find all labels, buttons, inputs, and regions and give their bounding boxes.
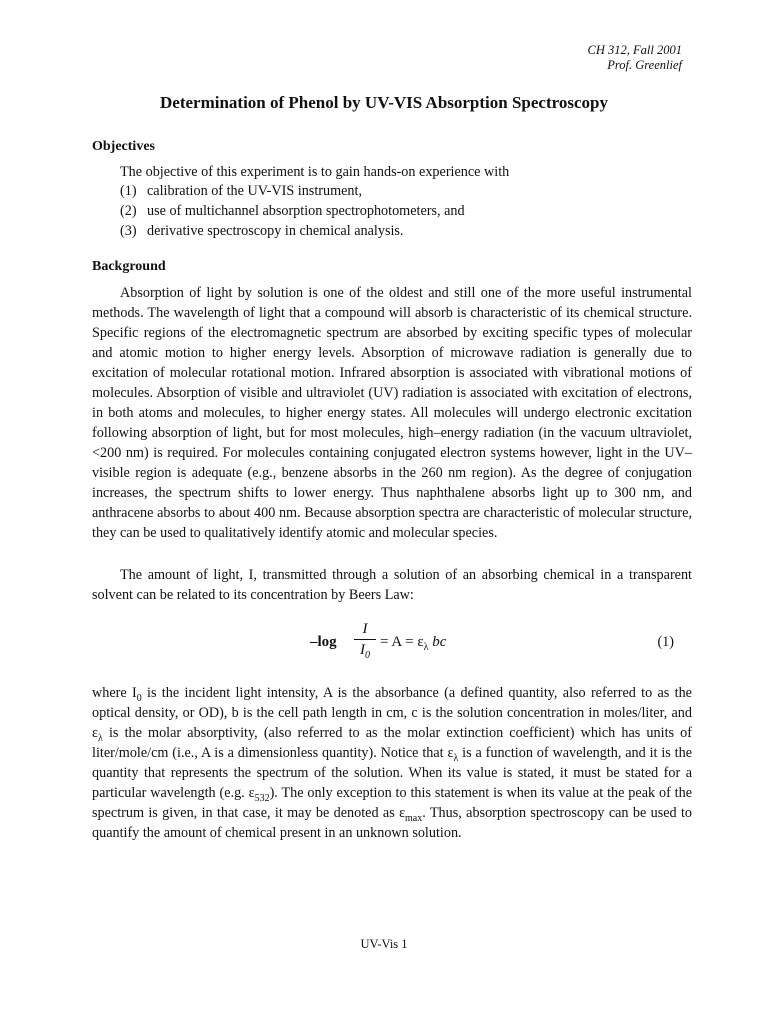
definitions-text	[92, 683, 692, 843]
equation-numerator: I	[362, 621, 368, 637]
list-item	[120, 221, 680, 241]
list-item-number: (1)	[120, 183, 137, 199]
list-item	[120, 181, 680, 201]
list-item-text: use of multichannel absorption spectrophotometers, and	[147, 203, 465, 219]
course-header	[588, 43, 682, 73]
subscript: 0	[136, 692, 142, 704]
objectives-intro	[92, 162, 692, 182]
list-item-text: calibration of the UV-VIS instrument,	[147, 183, 363, 199]
text-span: where I	[92, 685, 137, 701]
subscript: λ	[453, 752, 459, 764]
equation-rhs-sub: λ	[423, 642, 429, 653]
list-item	[120, 201, 680, 221]
text-span: . Thus, absorption spectroscopy can be used to quantify the amount of chemical present in an unknown solution.	[92, 805, 692, 841]
beers-law-equation	[310, 620, 510, 666]
equation-fraction	[354, 620, 376, 659]
background-text-2: The amount of light, I, transmitted through a solution of an absorbing chemical in a transparent solvent can be related to its concentration by Beers Law:	[92, 567, 692, 603]
equation-rhs-a: = A = ε	[380, 634, 424, 650]
equation-rhs	[380, 632, 446, 652]
text-span: is a function of wavelength, and it is the quantity that represents the spectrum of the solution. When its value is stated, it must be stated for a particular wavelength (e.g. ε	[92, 745, 693, 801]
text-span: is the molar absorptivity, (also referred to as the molar extinction coefficient) which has units of liter/mole/cm (i.e., A is a dimensionless quantity). Notice that ε	[92, 725, 692, 761]
background-paragraph-2	[92, 565, 692, 605]
equation-denominator	[354, 641, 376, 659]
background-paragraph-1	[92, 283, 692, 543]
objectives-intro-text: The objective of this experiment is to gain hands-on experience with	[120, 164, 510, 180]
text-span: is the incident light intensity, A is the absorbance (a defined quantity, also referred to as the optical density, or OD), b is the cell path length in cm, c is the solution concentration in moles/liter, and ε	[92, 685, 692, 741]
list-item-number: (3)	[120, 223, 137, 239]
professor-label: Prof. Greenlief	[607, 58, 682, 72]
objectives-list	[120, 181, 680, 241]
list-item-text: derivative spectroscopy in chemical analysis.	[147, 223, 404, 239]
definitions-paragraph	[92, 683, 692, 843]
background-heading: Background	[92, 259, 166, 274]
page-footer: UV-Vis 1	[360, 937, 408, 951]
subscript: λ	[97, 732, 103, 744]
denominator-subscript: 0	[365, 650, 370, 661]
objectives-heading: Objectives	[92, 139, 155, 154]
equation-rhs-b: bc	[428, 634, 447, 650]
equation-minus-log: –log	[310, 634, 337, 650]
text-span: ). The only exception to this statement is when its value at the peak of the spectrum is given, in that case, it may be denoted as ε	[92, 785, 693, 821]
course-label: CH 312, Fall 2001	[587, 43, 682, 57]
list-item-number: (2)	[120, 203, 137, 219]
fraction-bar	[354, 639, 376, 640]
equation-number: (1)	[657, 634, 674, 650]
background-text-1: Absorption of light by solution is one of the oldest and still one of the more useful instrumental methods. The wavelength of light that a compound will absorb is characteristic of its chemical structure. Specific regions of the electromagnetic spectrum are absorbed by exciting specific types of molecular and atomic motion to higher energy levels. Absorption of microwave radiation is generally due to excitation of molecular rotational motion. Infrared absorption is associated with vibrational motions of molecules. Absorption of visible and ultraviolet (UV) radiation is associated with excitation of electrons, in both atoms and molecules, to higher energy states. All molecules will undergo electronic excitation following absorption of light, but for most molecules, high–energy radiation (in the vacuum ultraviolet, <200 nm) is required. For molecules containing conjugated electron systems however, light in the UV–visible region is adequate (e.g., benzene absorbs in the 260 nm region). As the degree of conjugation increases, the spectrum shifts to lower energy. Thus naphthalene absorbs light up to 300 nm, and anthracene absorbs to about 400 nm. Because absorption spectra are characteristic of molecular structure, they can be used to qualitatively identify atomic and molecular species.	[92, 285, 692, 541]
page-title: Determination of Phenol by UV-VIS Absorption Spectroscopy	[160, 93, 608, 112]
subscript: 532	[254, 792, 270, 804]
denominator-symbol: I	[360, 642, 365, 658]
subscript: max	[405, 812, 423, 824]
